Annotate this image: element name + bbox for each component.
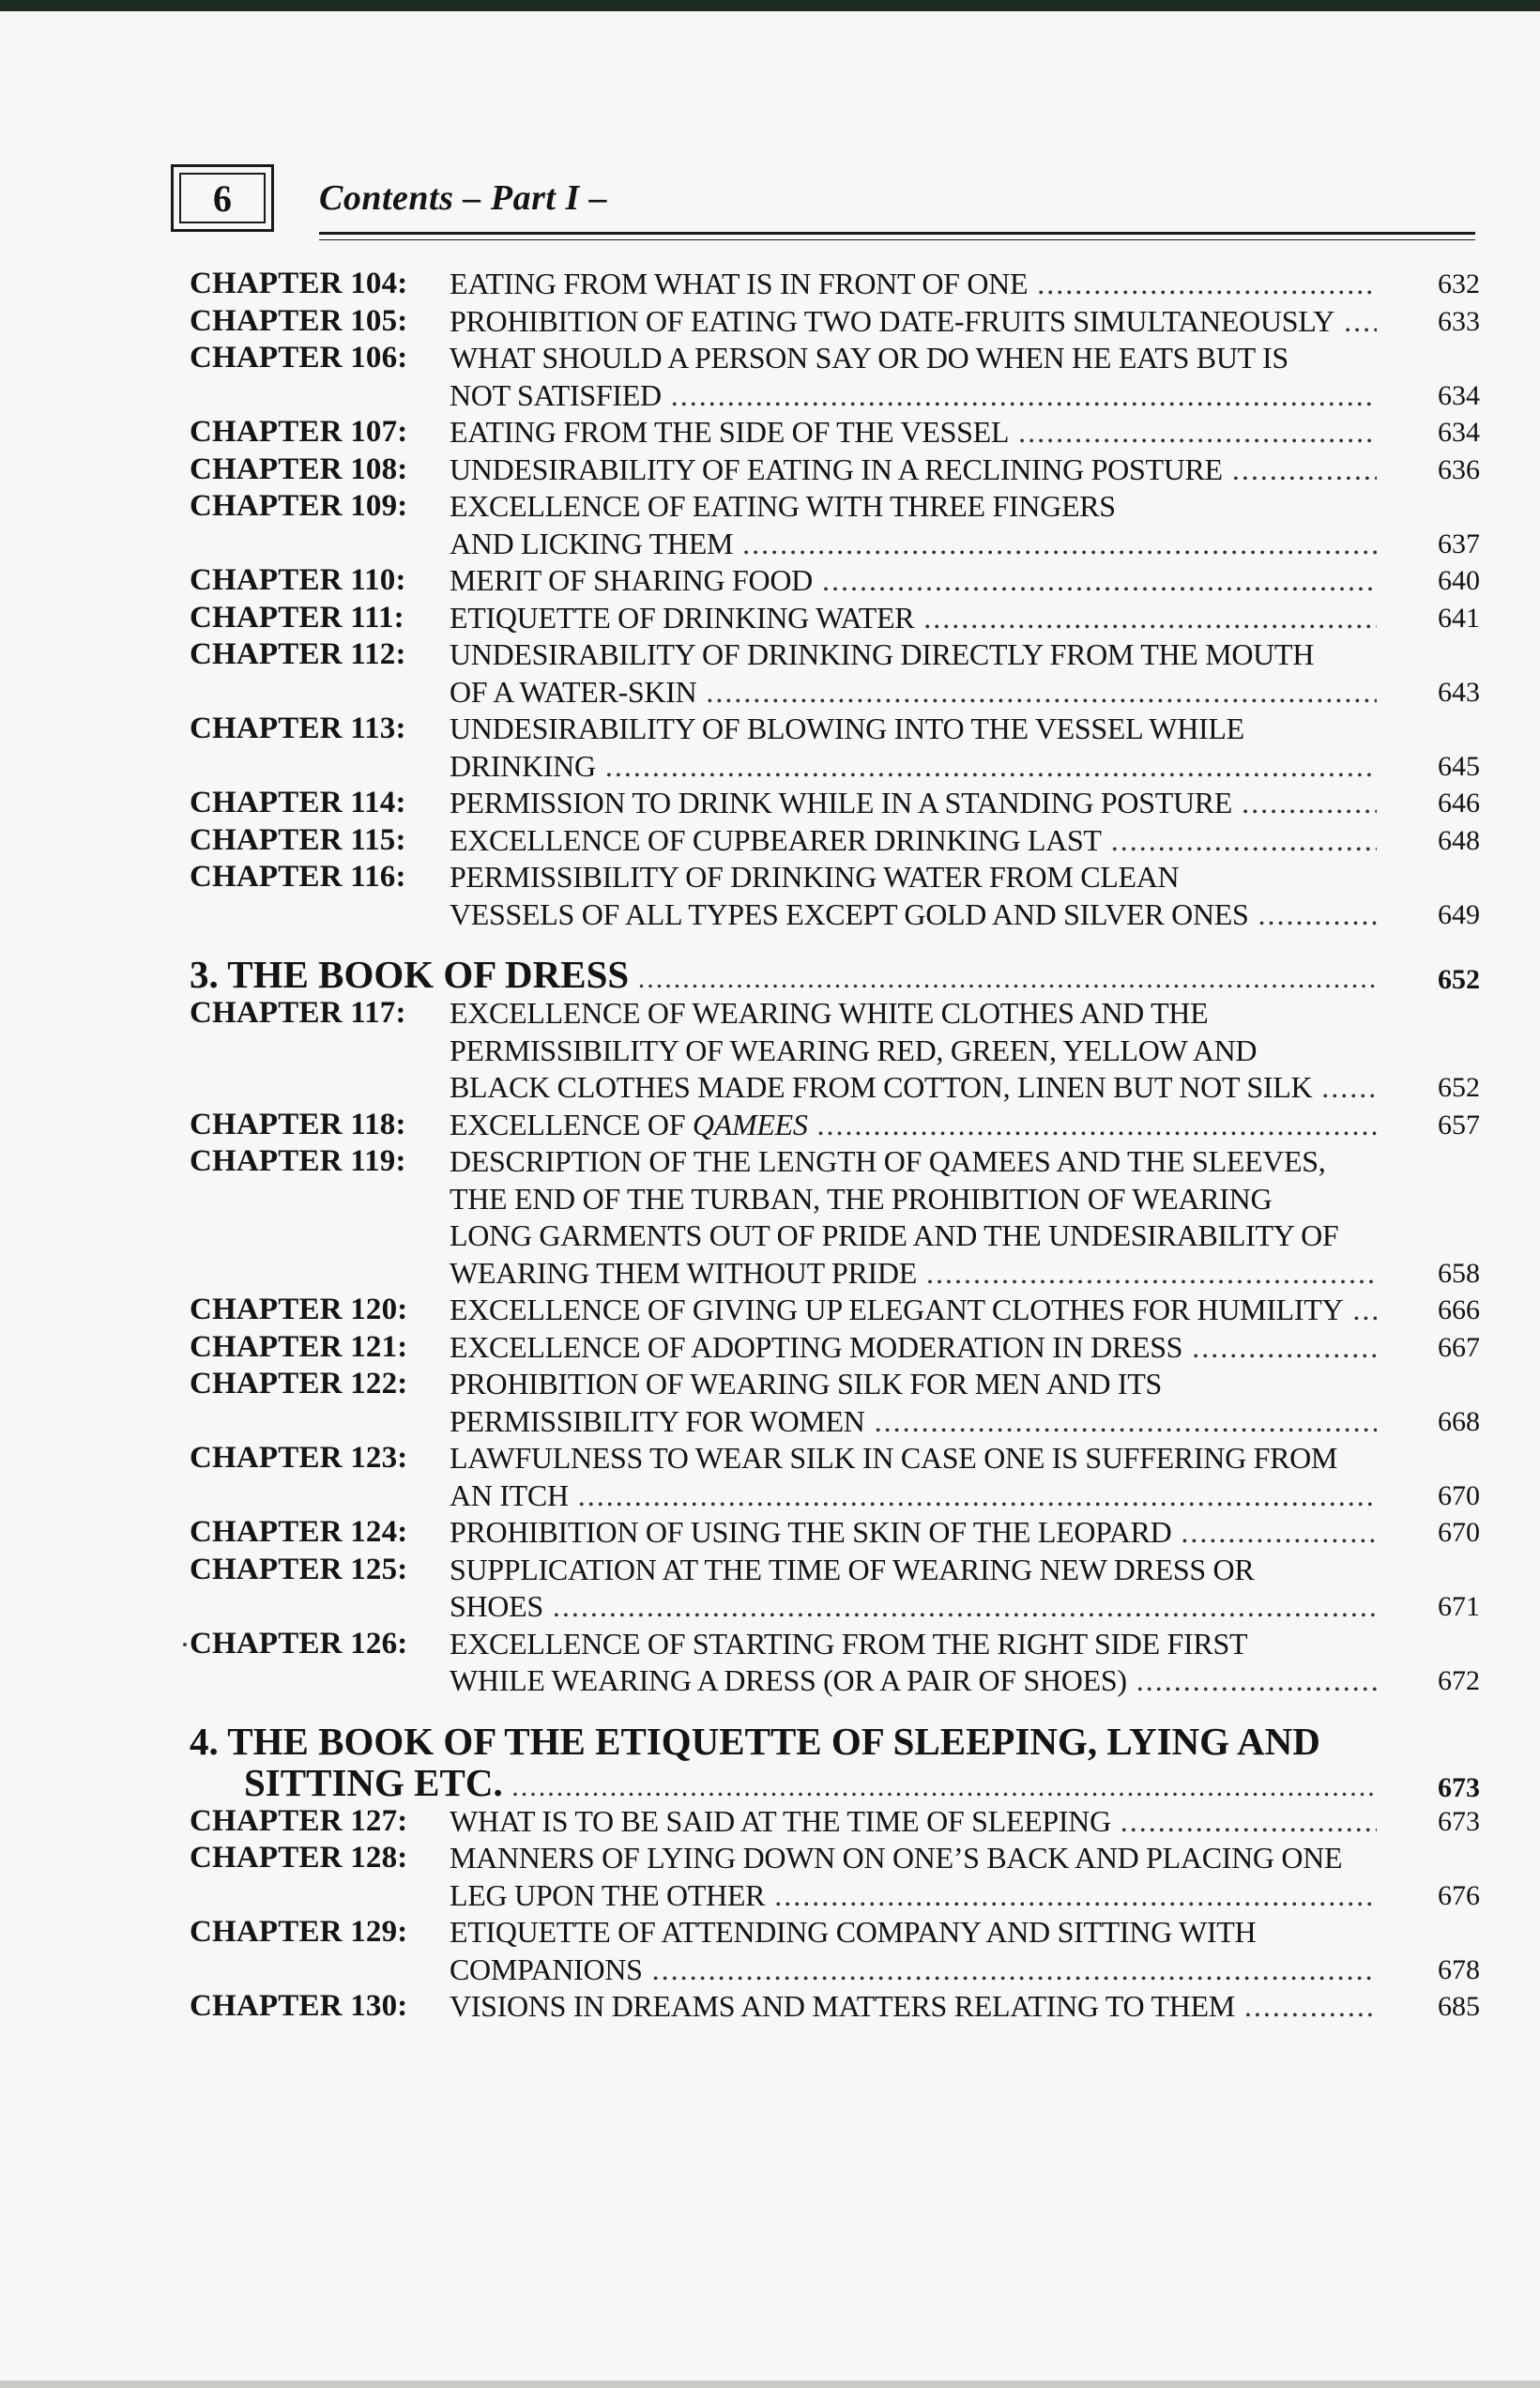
- page-bottom-edge: [0, 2380, 1540, 2388]
- chapter-number: CHAPTER 105:: [190, 303, 408, 338]
- toc-entry[interactable]: [190, 414, 1480, 452]
- entry-line: [190, 1255, 1480, 1293]
- page-top-edge: [0, 0, 1540, 11]
- page-number-ref: 670: [1438, 1479, 1480, 1511]
- chapter-title: EXCELLENCE OF CUPBEARER DRINKING LAST .....: [450, 823, 1377, 857]
- chapter-title: PERMISSION TO DRINK WHILE IN A STANDING POSTURE .....: [450, 786, 1377, 819]
- page-number-ref: 632: [1438, 268, 1480, 299]
- entry-line: [190, 1877, 1480, 1915]
- entry-line: [190, 1803, 1480, 1841]
- toc-entry[interactable]: [190, 711, 1480, 785]
- chapter-title: UNDESIRABILITY OF DRINKING DIRECTLY FROM THE MOUTH: [450, 637, 1315, 671]
- page-number-ref: 652: [1438, 1072, 1480, 1103]
- page-number-ref: 633: [1438, 305, 1480, 337]
- chapter-title: WHAT SHOULD A PERSON SAY OR DO WHEN HE EATS BUT IS: [450, 341, 1288, 375]
- entry-line: [190, 526, 1480, 563]
- chapter-title-with-leader: [450, 674, 1377, 712]
- chapter-title-with-leader: [450, 1877, 1377, 1915]
- entry-line: [190, 859, 1480, 896]
- chapter-number: CHAPTER 113:: [190, 712, 406, 745]
- page-number-ref: 672: [1438, 1665, 1480, 1696]
- chapter-title: EXCELLENCE OF ADOPTING MODERATION IN DRESS .....: [450, 1330, 1377, 1364]
- chapter-number: CHAPTER 124:: [190, 1515, 408, 1549]
- entry-line: [190, 1514, 1480, 1552]
- chapter-title: AN ITCH .....: [450, 1478, 1377, 1512]
- toc-entry[interactable]: [190, 859, 1480, 933]
- chapter-title-with-leader: [450, 1107, 1377, 1144]
- entry-line: [190, 1588, 1480, 1626]
- chapter-title-with-leader: [450, 1403, 1377, 1441]
- entry-line: [190, 1440, 1480, 1477]
- page-number-ref: 640: [1438, 565, 1480, 596]
- chapter-number: CHAPTER 118:: [190, 1107, 406, 1141]
- chapter-title-with-leader: [450, 1988, 1377, 2026]
- toc-entry[interactable]: [190, 822, 1480, 860]
- chapter-number: CHAPTER 129:: [190, 1915, 408, 1949]
- chapter-title-with-leader: [450, 1292, 1377, 1329]
- entry-line: [190, 377, 1480, 415]
- chapter-title-with-leader: [450, 600, 1377, 637]
- page-number-ref: 641: [1438, 602, 1480, 634]
- page-number-ref: 667: [1438, 1331, 1480, 1363]
- page-number-ref: 652: [1438, 964, 1480, 995]
- toc-entry[interactable]: [190, 1803, 1480, 1841]
- page-number-ref: 685: [1438, 1991, 1480, 2022]
- book-heading[interactable]: [190, 954, 1480, 995]
- entry-line: [190, 1914, 1480, 1952]
- entry-line: [190, 600, 1480, 637]
- entry-line: [190, 1143, 1480, 1181]
- chapter-title: ETIQUETTE OF ATTENDING COMPANY AND SITTING WITH: [450, 1915, 1257, 1949]
- page-number-ref: 646: [1438, 788, 1480, 819]
- chapter-number: CHAPTER 117:: [190, 996, 406, 1030]
- page-number-ref: 671: [1438, 1591, 1480, 1622]
- chapter-title: EATING FROM THE SIDE OF THE VESSEL .....: [450, 415, 1377, 449]
- chapter-title-with-leader: [450, 822, 1377, 860]
- chapter-number: CHAPTER 123:: [190, 1441, 408, 1475]
- chapter-title: EXCELLENCE OF EATING WITH THREE FINGERS: [450, 489, 1116, 523]
- toc-entry[interactable]: [190, 1292, 1480, 1329]
- entry-line: [190, 1626, 1480, 1663]
- page-number-ref: 657: [1438, 1109, 1480, 1140]
- chapter-title: EXCELLENCE OF WEARING WHITE CLOTHES AND THE: [450, 996, 1209, 1030]
- entry-line: [190, 1952, 1480, 1989]
- toc-entry[interactable]: [190, 1329, 1480, 1367]
- toc-entry[interactable]: [190, 1626, 1480, 1700]
- chapter-title: PERMISSIBILITY OF WEARING RED, GREEN, YELLOW AND: [450, 1033, 1258, 1067]
- toc-entry[interactable]: [190, 303, 1480, 341]
- toc-entry[interactable]: [190, 452, 1480, 489]
- chapter-title: PROHIBITION OF EATING TWO DATE-FRUITS SIMULTANEOUSLY .....: [450, 304, 1377, 338]
- chapter-number: CHAPTER 121:: [190, 1329, 408, 1364]
- chapter-title-with-leader: [450, 785, 1377, 822]
- entry-line: [190, 995, 1480, 1033]
- chapter-title: MERIT OF SHARING FOOD .....: [450, 563, 1377, 597]
- chapter-title: LONG GARMENTS OUT OF PRIDE AND THE UNDESIRABILITY OF: [450, 1218, 1339, 1252]
- chapter-title: LEG UPON THE OTHER .....: [450, 1878, 1377, 1912]
- chapter-title: EXCELLENCE OF GIVING UP ELEGANT CLOTHES FOR HUMILITY .....: [450, 1293, 1377, 1326]
- chapter-title: BLACK CLOTHES MADE FROM COTTON, LINEN BUT NOT SILK .....: [450, 1070, 1377, 1104]
- entry-line: [190, 896, 1480, 934]
- chapter-title-with-leader: [450, 303, 1377, 341]
- entry-line: [190, 1292, 1480, 1329]
- page-number-ref: 673: [1438, 1771, 1480, 1803]
- chapter-title: PROHIBITION OF WEARING SILK FOR MEN AND ITS: [450, 1367, 1162, 1401]
- entry-line: [190, 1477, 1480, 1515]
- chapter-title: MANNERS OF LYING DOWN ON ONE’S BACK AND PLACING ONE: [450, 1841, 1343, 1875]
- page-number-ref: 676: [1438, 1879, 1480, 1911]
- entry-line: [190, 303, 1480, 341]
- chapter-number: CHAPTER 128:: [190, 1841, 408, 1875]
- chapter-title: [450, 1108, 1377, 1141]
- chapter-number: CHAPTER 107:: [190, 415, 408, 449]
- chapter-title-with-leader: [450, 377, 1377, 415]
- chapter-number: CHAPTER 109:: [190, 489, 408, 523]
- page-number-ref: 673: [1438, 1805, 1480, 1837]
- page-number-ref: 643: [1438, 676, 1480, 708]
- toc-entry[interactable]: [190, 1366, 1480, 1440]
- chapter-number: CHAPTER 104:: [190, 267, 408, 300]
- entry-line: [190, 1069, 1480, 1107]
- entry-line: [190, 711, 1480, 748]
- chapter-title: THE END OF THE TURBAN, THE PROHIBITION OF WEARING: [450, 1181, 1273, 1216]
- toc-entry[interactable]: [190, 340, 1480, 414]
- page-number: 6: [179, 173, 266, 223]
- entry-line: [190, 452, 1480, 489]
- chapter-title: SUPPLICATION AT THE TIME OF WEARING NEW DRESS OR: [450, 1552, 1255, 1586]
- chapter-title: EXCELLENCE OF STARTING FROM THE RIGHT SIDE FIRST: [450, 1626, 1248, 1661]
- entry-line: [190, 822, 1480, 860]
- toc-entry[interactable]: [190, 488, 1480, 562]
- chapter-title: VISIONS IN DREAMS AND MATTERS RELATING TO THEM .....: [450, 1989, 1377, 2023]
- chapter-title: PERMISSIBILITY OF DRINKING WATER FROM CLEAN: [450, 860, 1180, 894]
- chapter-title: EATING FROM WHAT IS IN FRONT OF ONE .....: [450, 267, 1377, 300]
- chapter-title: VESSELS OF ALL TYPES EXCEPT GOLD AND SILVER ONES .....: [450, 897, 1377, 931]
- entry-line: [190, 414, 1480, 452]
- chapter-title: NOT SATISFIED .....: [450, 378, 1377, 412]
- entry-line: [190, 562, 1480, 600]
- page-number-ref: 645: [1438, 750, 1480, 782]
- chapter-title-with-leader: [450, 1329, 1377, 1367]
- chapter-title-part: EXCELLENCE OF: [450, 1107, 693, 1141]
- page-number-ref: 636: [1438, 453, 1480, 485]
- entry-line: [190, 636, 1480, 674]
- chapter-number: CHAPTER 126:: [190, 1626, 408, 1661]
- chapter-title-with-leader: [450, 452, 1377, 489]
- entry-line: [190, 674, 1480, 712]
- book-title-with-leader: [190, 954, 1377, 1000]
- chapter-title: SHOES .....: [450, 1589, 1377, 1623]
- speck: [183, 1643, 187, 1646]
- entry-line: [190, 1329, 1480, 1367]
- chapter-number: CHAPTER 125:: [190, 1552, 408, 1586]
- toc-entry[interactable]: [190, 1552, 1480, 1626]
- toc-entry[interactable]: [190, 1840, 1480, 1914]
- chapter-title: OF A WATER-SKIN .....: [450, 675, 1377, 709]
- running-title: Contents – Part I –: [319, 178, 608, 218]
- toc-entry[interactable]: [190, 1107, 1480, 1144]
- entry-line: [190, 1403, 1480, 1441]
- header-rule-thin: [319, 239, 1475, 240]
- chapter-title: AND LICKING THEM .....: [450, 527, 1377, 560]
- page-number-ref: 668: [1438, 1405, 1480, 1437]
- chapter-title: PERMISSIBILITY FOR WOMEN .....: [450, 1404, 1377, 1438]
- chapter-title: LAWFULNESS TO WEAR SILK IN CASE ONE IS SUFFERING FROM: [450, 1441, 1338, 1475]
- book-heading-line: [190, 954, 1480, 995]
- toc-entry[interactable]: [190, 995, 1480, 1107]
- chapter-title: UNDESIRABILITY OF BLOWING INTO THE VESSEL WHILE: [450, 712, 1244, 745]
- chapter-title-with-leader: [450, 896, 1377, 934]
- page-number-ref: 634: [1438, 417, 1480, 448]
- book-title: SITTING ETC. .....: [244, 1762, 1377, 1804]
- chapter-title-with-leader: [450, 748, 1377, 786]
- chapter-title-with-leader: [450, 1514, 1377, 1552]
- book-heading-line: [190, 1721, 1480, 1762]
- chapter-title-with-leader: [450, 1662, 1377, 1700]
- toc-entry[interactable]: [190, 636, 1480, 711]
- page-number-ref: 637: [1438, 528, 1480, 559]
- page-header: [171, 164, 1475, 237]
- chapter-title: PROHIBITION OF USING THE SKIN OF THE LEOPARD .....: [450, 1515, 1377, 1549]
- book-title-with-leader: [244, 1762, 1377, 1808]
- entry-line: [190, 340, 1480, 377]
- chapter-number: CHAPTER 111:: [190, 600, 404, 635]
- chapter-number: CHAPTER 127:: [190, 1803, 408, 1838]
- toc-entry[interactable]: [190, 1440, 1480, 1514]
- chapter-number: CHAPTER 120:: [190, 1293, 408, 1326]
- header-rule: [319, 232, 1475, 235]
- chapter-title: WEARING THEM WITHOUT PRIDE .....: [450, 1256, 1377, 1290]
- entry-line: [190, 1181, 1480, 1218]
- chapter-number: CHAPTER 108:: [190, 452, 408, 486]
- toc-entry[interactable]: [190, 1988, 1480, 2026]
- entry-line: [190, 266, 1480, 303]
- entry-line: [190, 785, 1480, 822]
- chapter-title-with-leader: [450, 414, 1377, 452]
- toc-entry[interactable]: [190, 1143, 1480, 1292]
- toc-entry[interactable]: [190, 562, 1480, 600]
- chapter-title-with-leader: [450, 1069, 1377, 1107]
- toc-entry[interactable]: [190, 600, 1480, 637]
- chapter-title-with-leader: [450, 1477, 1377, 1515]
- page-number-ref: 648: [1438, 824, 1480, 856]
- chapter-number: CHAPTER 106:: [190, 341, 408, 375]
- chapter-title-italic: QAMEES: [692, 1107, 808, 1141]
- chapter-number: CHAPTER 110:: [190, 563, 406, 597]
- page-number-ref: 670: [1438, 1517, 1480, 1548]
- chapter-number: CHAPTER 130:: [190, 1989, 408, 2023]
- chapter-title-with-leader: [450, 1255, 1377, 1293]
- chapter-number: CHAPTER 112:: [190, 637, 406, 671]
- page-number-box: [171, 164, 274, 232]
- entry-line: [190, 488, 1480, 526]
- book-heading-line: [190, 1762, 1480, 1803]
- toc-entry[interactable]: [190, 266, 1480, 303]
- book-title: 4. THE BOOK OF THE ETIQUETTE OF SLEEPING, LYING AND: [190, 1719, 1320, 1763]
- toc-entry[interactable]: [190, 1514, 1480, 1552]
- chapter-title-with-leader: [450, 1803, 1377, 1841]
- entry-line: [190, 1988, 1480, 2026]
- page-number-ref: 634: [1438, 379, 1480, 411]
- entry-line: [190, 1033, 1480, 1070]
- chapter-title-with-leader: [450, 1952, 1377, 1989]
- chapter-title-with-leader: [450, 266, 1377, 303]
- entry-line: [190, 1217, 1480, 1255]
- entry-line: [190, 1107, 1480, 1144]
- book-heading[interactable]: [190, 1721, 1480, 1803]
- chapter-number: CHAPTER 122:: [190, 1367, 408, 1401]
- book-title: 3. THE BOOK OF DRESS .....: [190, 954, 1377, 996]
- entry-line: [190, 1662, 1480, 1700]
- chapter-title-with-leader: [450, 562, 1377, 600]
- chapter-title: COMPANIONS .....: [450, 1952, 1377, 1986]
- chapter-title: ETIQUETTE OF DRINKING WATER .....: [450, 601, 1377, 635]
- chapter-title: DRINKING .....: [450, 749, 1377, 783]
- toc-entry[interactable]: [190, 785, 1480, 822]
- page-number-ref: 666: [1438, 1294, 1480, 1325]
- chapter-title: WHAT IS TO BE SAID AT THE TIME OF SLEEPING .....: [450, 1804, 1377, 1838]
- chapter-number: CHAPTER 119:: [190, 1144, 406, 1178]
- chapter-number: CHAPTER 115:: [190, 822, 406, 857]
- toc-entry[interactable]: [190, 1914, 1480, 1988]
- page-number-ref: 649: [1438, 898, 1480, 930]
- chapter-title-with-leader: [450, 526, 1377, 563]
- entry-line: [190, 1366, 1480, 1403]
- entry-line: [190, 1552, 1480, 1589]
- chapter-title: DESCRIPTION OF THE LENGTH OF QAMEES AND THE SLEEVES,: [450, 1144, 1326, 1178]
- table-of-contents: [190, 266, 1480, 2026]
- chapter-title: WHILE WEARING A DRESS (OR A PAIR OF SHOES) .....: [450, 1663, 1377, 1697]
- chapter-title-with-leader: [450, 1588, 1377, 1626]
- page-number-ref: 658: [1438, 1257, 1480, 1289]
- entry-line: [190, 1840, 1480, 1877]
- page-number-ref: 678: [1438, 1953, 1480, 1985]
- chapter-number: CHAPTER 116:: [190, 860, 406, 894]
- chapter-number: CHAPTER 114:: [190, 786, 406, 819]
- entry-line: [190, 748, 1480, 786]
- chapter-title: UNDESIRABILITY OF EATING IN A RECLINING POSTURE .....: [450, 452, 1377, 486]
